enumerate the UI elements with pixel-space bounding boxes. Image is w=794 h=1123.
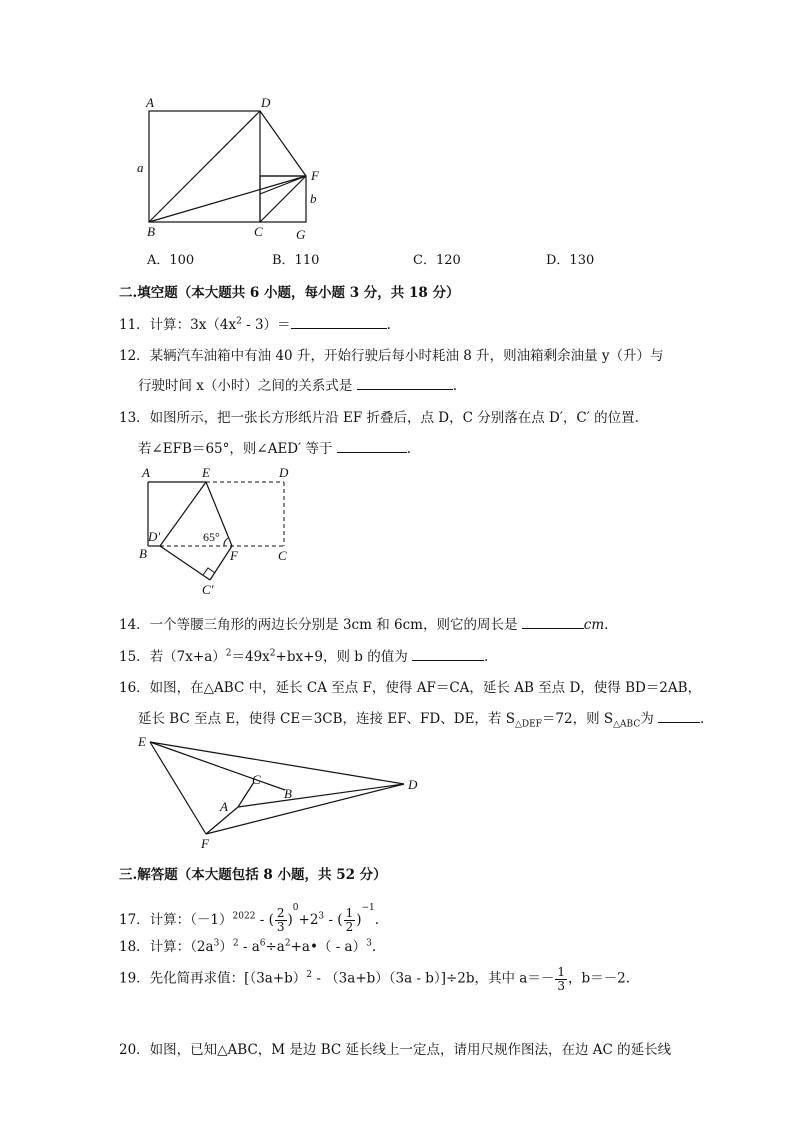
label-e: E	[202, 465, 210, 480]
q15-sup1: 2	[225, 648, 232, 659]
question-16-line1: 16．如图，在△ABC 中，延长 CA 至点 F，使得 AF＝CA，延长 AB 至点 D，使得 BD＝2AB，	[119, 680, 702, 696]
label-c-prime: C′	[202, 582, 214, 597]
label-d: D	[408, 777, 418, 792]
choice-c[interactable]: C．120	[413, 253, 461, 268]
q13-answer-blank[interactable]	[337, 440, 407, 453]
q19-middle: - （3a+b）（3a - b）]÷2b，其中 a＝－	[312, 970, 555, 987]
question-19	[119, 961, 630, 993]
q12-answer-blank[interactable]	[357, 377, 453, 390]
q11-answer-blank[interactable]	[291, 316, 387, 329]
choice-b[interactable]: B．110	[272, 253, 320, 268]
choice-d[interactable]: D．130	[546, 253, 595, 268]
q16-part-b: ＝72，则 S	[541, 711, 614, 727]
q17-frac2-num: 1	[345, 906, 354, 920]
label-d: D	[261, 95, 271, 110]
q16-sub1: △DEF	[514, 719, 542, 730]
q18-sup3: 6	[259, 938, 266, 949]
q18-sup2: 2	[232, 938, 239, 949]
q17-exp2: 0	[292, 903, 299, 913]
q19-suffix: ，b＝－2.	[567, 970, 631, 987]
q15-prefix: 15．若（7x+a）	[119, 649, 226, 665]
label-d-prime: D′	[148, 529, 161, 544]
question-11	[119, 313, 391, 333]
q15-end: .	[484, 649, 489, 665]
section2-title: 二.填空题（本大题共 6 小题，每小题 3 分，共 18 分）	[119, 285, 460, 301]
q18-sup1: 3	[213, 938, 220, 949]
q15-sup2: 2	[269, 648, 276, 659]
q15-answer-blank[interactable]	[412, 648, 484, 661]
label-e: E	[138, 734, 146, 749]
q18-prefix: 18．计算：（2a	[119, 939, 214, 955]
question-12-line1: 12．某辆汽车油箱中有油 40 升，开始行驶后每小时耗油 8 升，则油箱剩余油量 y（升）与	[119, 348, 664, 364]
q19-sup1: 2	[306, 970, 313, 980]
label-c: C	[278, 548, 287, 563]
q18-a: ）	[219, 939, 233, 955]
question-14	[119, 613, 608, 633]
q17-plus: +2	[298, 912, 319, 928]
q17-exp1: 2022	[232, 911, 256, 922]
q17-end: .	[374, 912, 380, 928]
question-17: 17．计算：$(-1)^{2022}$ - ( $\frac{2}{3}$ )$^0+2^3$ - ( $\frac{1}{2}$ )$^{-1}$.	[119, 903, 380, 934]
q18-sup5: 3	[366, 938, 372, 949]
label-a: A	[142, 465, 150, 480]
q12-line2-text: 行驶时间 x（小时）之间的关系式是	[138, 378, 353, 394]
q12-end: .	[452, 378, 457, 394]
q14-text: 14．一个等腰三角形的两边长分别是 3cm 和 6cm，则它的周长是	[119, 617, 518, 633]
q18-c: ÷a	[265, 939, 285, 955]
q18-b: - a	[238, 939, 260, 955]
q18-end: .	[371, 939, 377, 955]
question-13-line1: 13．如图所示，把一张长方形纸片沿 EF 折叠后，点 D，C 分别落在点 D′，C′ 的位置．	[119, 410, 649, 426]
label-angle: 65°	[203, 530, 220, 544]
figure-q13	[132, 462, 302, 597]
question-15	[119, 645, 488, 665]
label-f: F	[230, 548, 238, 563]
q16-part-a: 延长 BC 至点 E，使得 CE＝3CB，连接 EF、FD、DE，若 S	[138, 711, 515, 727]
q19-fraction	[555, 966, 567, 993]
question-16-line2	[138, 707, 704, 730]
question-20-line1: 20．如图，已知△ABC，M 是边 BC 延长线上一定点，请用尺规作图法，在边 AC 的延长线	[119, 1042, 672, 1058]
q11-sup: 2	[236, 316, 242, 327]
q17-frac1-den: 3	[276, 920, 285, 934]
question-18	[119, 935, 376, 955]
q11-end: .	[386, 317, 391, 333]
q11-suffix: - 3）＝	[241, 317, 291, 333]
q17-minus2: - (	[324, 912, 343, 928]
q16-end: .	[700, 711, 705, 727]
label-c: C	[254, 224, 263, 239]
q16-sub2: △ABC	[613, 719, 641, 730]
label-f: F	[311, 168, 319, 183]
q19-prefix: 19．先化简再求值：[（3a+b）	[119, 970, 307, 987]
label-d: D	[279, 465, 289, 480]
question-13-line2	[138, 437, 411, 457]
choice-a[interactable]: A．100	[147, 253, 195, 268]
q18-sup4: 2	[284, 938, 291, 949]
q19-frac-den: 3	[557, 978, 565, 993]
q17-exp3: 3	[318, 911, 325, 922]
q11-prefix: 11．计算：3x（4x	[119, 317, 237, 333]
q17-fraction-2	[344, 907, 356, 934]
q14-answer-blank[interactable]	[522, 616, 584, 629]
figure-q16	[132, 730, 432, 852]
q16-answer-blank[interactable]	[658, 710, 700, 723]
q17-frac2-den: 2	[345, 920, 354, 934]
q15-suffix: +bx+9，则 b 的值为	[275, 649, 408, 665]
q17-prefix: 17．计算：（－1）	[119, 912, 233, 928]
q16-part-c: 为	[640, 711, 654, 727]
q13-end: .	[406, 441, 412, 457]
label-b: B	[147, 224, 155, 239]
label-side-a: a	[137, 160, 144, 175]
q17-frac1-num: 2	[276, 906, 285, 920]
section3-title: 三.解答题（本大题包括 8 小题，共 52 分）	[119, 867, 387, 883]
figure-q10	[130, 92, 330, 242]
question-12-line2	[138, 374, 457, 394]
q14-unit: cm.	[583, 617, 609, 633]
q19-frac-num: 1	[557, 964, 565, 979]
label-c: C	[252, 772, 261, 787]
label-b: B	[284, 786, 292, 801]
q17-exp4: −1	[361, 903, 375, 913]
label-g: G	[296, 227, 306, 242]
q17-fraction-1	[275, 907, 287, 934]
q15-middle: ＝49x	[231, 649, 270, 665]
label-a-top: A	[146, 95, 154, 110]
q13-line2-text: 若∠EFB＝65°，则∠AED′ 等于	[138, 441, 333, 457]
label-b: B	[139, 546, 147, 561]
q17-minus1: - (	[255, 912, 274, 928]
label-a: A	[220, 799, 228, 814]
label-f: F	[201, 836, 209, 851]
q18-d: +a•（ - a）	[290, 939, 367, 955]
label-side-b: b	[310, 191, 317, 206]
